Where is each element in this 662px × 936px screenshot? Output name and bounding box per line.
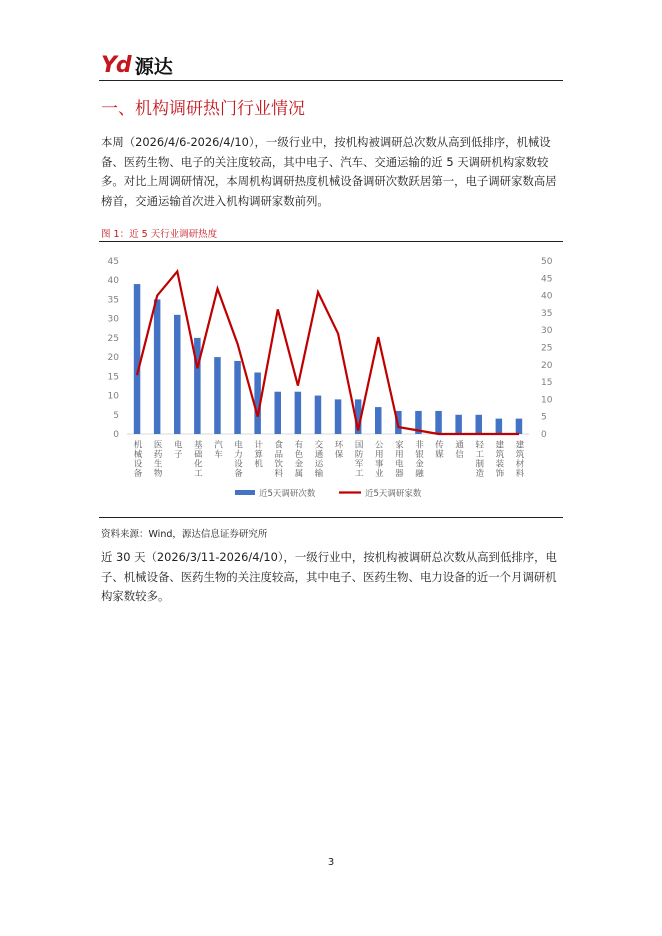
x-category-label: 家用电器: [393, 440, 404, 478]
x-category-label: 计算机: [252, 440, 263, 469]
bar: [275, 392, 282, 434]
y-left-tick-label: 10: [107, 391, 119, 402]
y-left-tick-label: 20: [107, 353, 119, 364]
bar: [375, 407, 382, 434]
bar: [496, 419, 503, 434]
x-category-label: 通信: [453, 440, 464, 459]
y-left-tick-label: 15: [107, 372, 119, 383]
bar: [335, 399, 342, 434]
bar: [476, 415, 483, 434]
x-category-label: 基础化工: [192, 440, 203, 478]
figure-top-rule: [99, 241, 563, 242]
bar: [295, 392, 302, 434]
y-right-tick-label: 30: [541, 326, 553, 337]
y-right-tick-label: 0: [541, 430, 547, 440]
header-divider: [99, 80, 563, 81]
bar: [174, 315, 181, 434]
bar: [214, 357, 221, 434]
y-right-tick-label: 25: [541, 343, 553, 354]
x-category-label: 有色金属: [292, 440, 303, 478]
y-left-tick-label: 40: [107, 276, 119, 287]
y-left-tick-label: 5: [113, 410, 119, 421]
page-number: 3: [327, 857, 335, 868]
bar: [234, 361, 241, 434]
y-right-tick-label: 35: [541, 308, 553, 319]
y-right-tick-label: 40: [541, 291, 553, 302]
y-right-tick-label: 45: [541, 274, 553, 285]
x-category-label: 建筑材料: [513, 440, 524, 478]
bar: [315, 396, 322, 434]
x-category-label: 电力设备: [232, 440, 243, 478]
x-category-label: 建筑装饰: [493, 440, 504, 478]
y-right-tick-label: 10: [541, 395, 553, 406]
bar: [435, 411, 442, 434]
x-category-label: 汽车: [212, 440, 223, 459]
y-left-tick-label: 30: [107, 314, 119, 325]
x-category-label: 交通运输: [312, 440, 323, 478]
x-category-label: 食品饮料: [272, 440, 283, 478]
x-category-label: 环保: [333, 440, 344, 459]
y-right-tick-label: 20: [541, 360, 553, 371]
y-right-tick-label: 15: [541, 378, 553, 389]
y-left-tick-label: 25: [107, 333, 119, 344]
section-title: 一、机构调研热门行业情况: [101, 99, 305, 119]
industry-research-chart: [99, 245, 563, 515]
legend-bar-label: 近5天调研次数: [259, 489, 316, 499]
company-logo: [101, 52, 173, 79]
x-category-label: 公用事业: [373, 440, 384, 478]
logo-mark: Yd: [101, 53, 131, 78]
bar: [154, 299, 161, 434]
bar: [134, 284, 141, 434]
bar: [516, 419, 523, 434]
figure-bottom-rule: [99, 517, 563, 518]
figure-source: 资料来源：Wind，源达信息证券研究所: [101, 529, 268, 540]
x-category-label: 电子: [172, 440, 183, 459]
x-category-label: 轻工制造: [473, 440, 484, 478]
y-right-tick-label: 5: [541, 412, 547, 423]
x-category-label: 传媒: [433, 440, 444, 459]
paragraph-monthly: 近 30 天（2026/3/11-2026/4/10），一级行业中，按机构被调研总次数从高到低排序，电子、机械设备、医药生物的关注度较高，其中电子、医药生物、电力设备的近一个月调研机构家数较多。: [101, 550, 557, 604]
y-left-tick-label: 35: [107, 295, 119, 306]
x-category-label: 机械设备: [132, 440, 143, 478]
logo-text: 源达: [134, 56, 173, 78]
legend-bar-swatch: [235, 490, 255, 495]
y-left-tick-label: 45: [107, 257, 119, 267]
legend-line-label: 近5天调研家数: [365, 489, 422, 499]
y-right-tick-label: 50: [541, 257, 553, 267]
x-category-label: 非银金融: [413, 440, 424, 478]
x-category-label: 医药生物: [152, 440, 163, 478]
x-category-label: 国防军工: [353, 440, 364, 478]
bar: [455, 415, 462, 434]
y-left-tick-label: 0: [113, 430, 119, 440]
paragraph-weekly: 本周（2026/4/6-2026/4/10），一级行业中，按机构被调研总次数从高到低排序，机械设备、医药生物、电子的关注度较高，其中电子、汽车、交通运输的近 5 天调研机构家数较多。对比上周调研情况，本周机构调研热度机械设备调研次数跃居第一，电子调研家数高居榜首，交通运输首次进入机构调研家数前列。: [101, 135, 557, 208]
figure-title: 图 1：近 5 天行业调研热度: [101, 229, 218, 240]
